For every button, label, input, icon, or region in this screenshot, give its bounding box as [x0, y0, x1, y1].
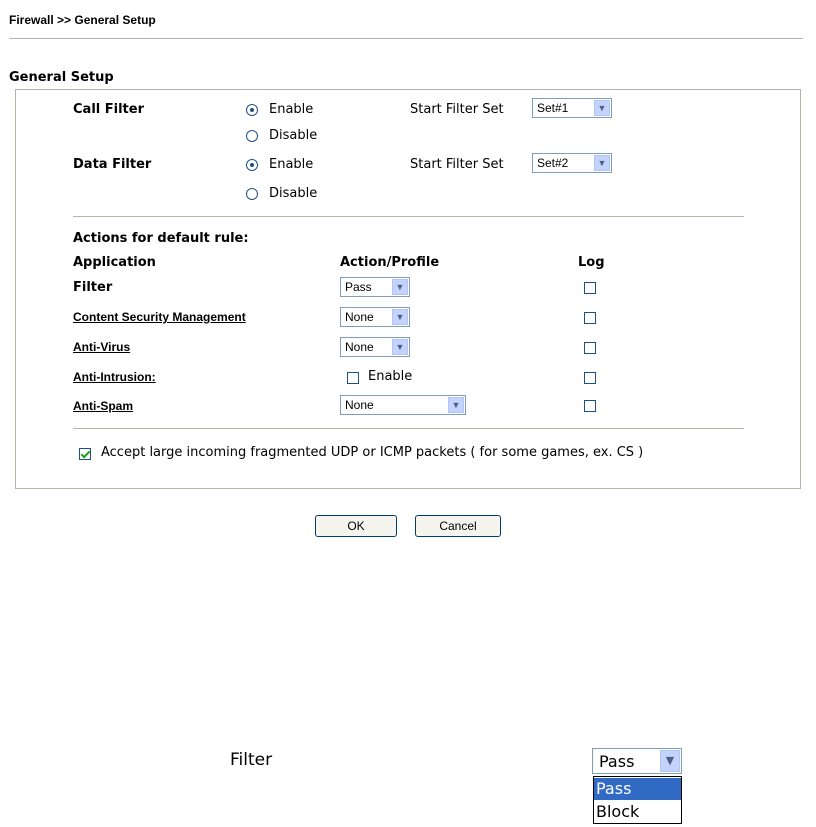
anti-virus-action-select[interactable]	[340, 337, 410, 357]
anti-spam-log-checkbox[interactable]	[584, 400, 596, 412]
divider	[73, 428, 744, 429]
row-label-filter: Filter	[73, 280, 113, 295]
anti-virus-link[interactable]: Anti-Virus	[73, 340, 131, 354]
anti-spam-link[interactable]: Anti-Spam	[73, 399, 133, 413]
title-divider	[9, 38, 803, 39]
cancel-button[interactable]: Cancel	[415, 515, 501, 537]
csm-action-value: None	[345, 310, 374, 324]
section-title: General Setup	[9, 70, 114, 85]
anti-spam-action-value: None	[345, 398, 374, 412]
chevron-down-icon: ▼	[392, 279, 408, 295]
call-filter-label: Call Filter	[73, 102, 144, 117]
col-header-action-profile: Action/Profile	[340, 255, 440, 270]
data-filter-label: Data Filter	[73, 157, 152, 172]
ok-button[interactable]: OK	[315, 515, 397, 537]
default-rule-heading: Actions for default rule:	[73, 231, 249, 246]
data-filter-enable-label: Enable	[269, 157, 314, 172]
zoom-filter-label: Filter	[230, 750, 273, 770]
call-filter-disable-label: Disable	[269, 128, 318, 143]
col-header-application: Application	[73, 255, 156, 270]
call-filter-enable-radio[interactable]	[246, 104, 258, 116]
anti-spam-action-select[interactable]	[340, 395, 466, 415]
divider	[73, 216, 744, 217]
zoom-filter-dropdown-list	[593, 776, 682, 824]
dropdown-option-block[interactable]: Block	[596, 802, 640, 821]
data-filter-disable-label: Disable	[269, 186, 318, 201]
call-filter-start-set-value: Set#1	[537, 101, 569, 115]
data-filter-start-set-label: Start Filter Set	[410, 157, 504, 172]
col-header-log: Log	[578, 255, 605, 270]
data-filter-start-set-select[interactable]	[532, 153, 612, 173]
anti-intrusion-log-checkbox[interactable]	[584, 372, 596, 384]
chevron-down-icon: ▼	[594, 100, 610, 116]
csm-action-select[interactable]	[340, 307, 410, 327]
filter-log-checkbox[interactable]	[584, 282, 596, 294]
filter-action-select[interactable]	[340, 277, 410, 297]
content-security-management-link[interactable]: Content Security Management	[73, 310, 246, 324]
call-filter-enable-label: Enable	[269, 102, 314, 117]
accept-fragmented-label: Accept large incoming fragmented UDP or ICMP packets ( for some games, ex. CS )	[101, 445, 644, 460]
anti-intrusion-link[interactable]: Anti-Intrusion:	[73, 370, 156, 384]
accept-fragmented-checkbox[interactable]	[79, 448, 91, 460]
filter-action-value: Pass	[345, 280, 372, 294]
call-filter-start-set-select[interactable]	[532, 98, 612, 118]
data-filter-disable-radio[interactable]	[246, 188, 258, 200]
data-filter-start-set-value: Set#2	[537, 156, 569, 170]
chevron-down-icon: ▼	[392, 339, 408, 355]
call-filter-disable-radio[interactable]	[246, 130, 258, 142]
chevron-down-icon: ▼	[594, 155, 610, 171]
zoom-filter-select-value: Pass	[599, 752, 635, 771]
data-filter-enable-radio[interactable]	[246, 159, 258, 171]
chevron-down-icon: ▼	[660, 750, 680, 772]
chevron-down-icon: ▼	[392, 309, 408, 325]
page-title: Firewall >> General Setup	[9, 13, 156, 27]
anti-intrusion-enable-checkbox[interactable]	[347, 372, 359, 384]
csm-log-checkbox[interactable]	[584, 312, 596, 324]
zoom-filter-select[interactable]	[592, 748, 682, 774]
dropdown-option-pass[interactable]: Pass	[594, 778, 681, 800]
anti-intrusion-enable-label: Enable	[368, 369, 413, 384]
anti-virus-log-checkbox[interactable]	[584, 342, 596, 354]
chevron-down-icon: ▼	[448, 397, 464, 413]
call-filter-start-set-label: Start Filter Set	[410, 102, 504, 117]
anti-virus-action-value: None	[345, 340, 374, 354]
